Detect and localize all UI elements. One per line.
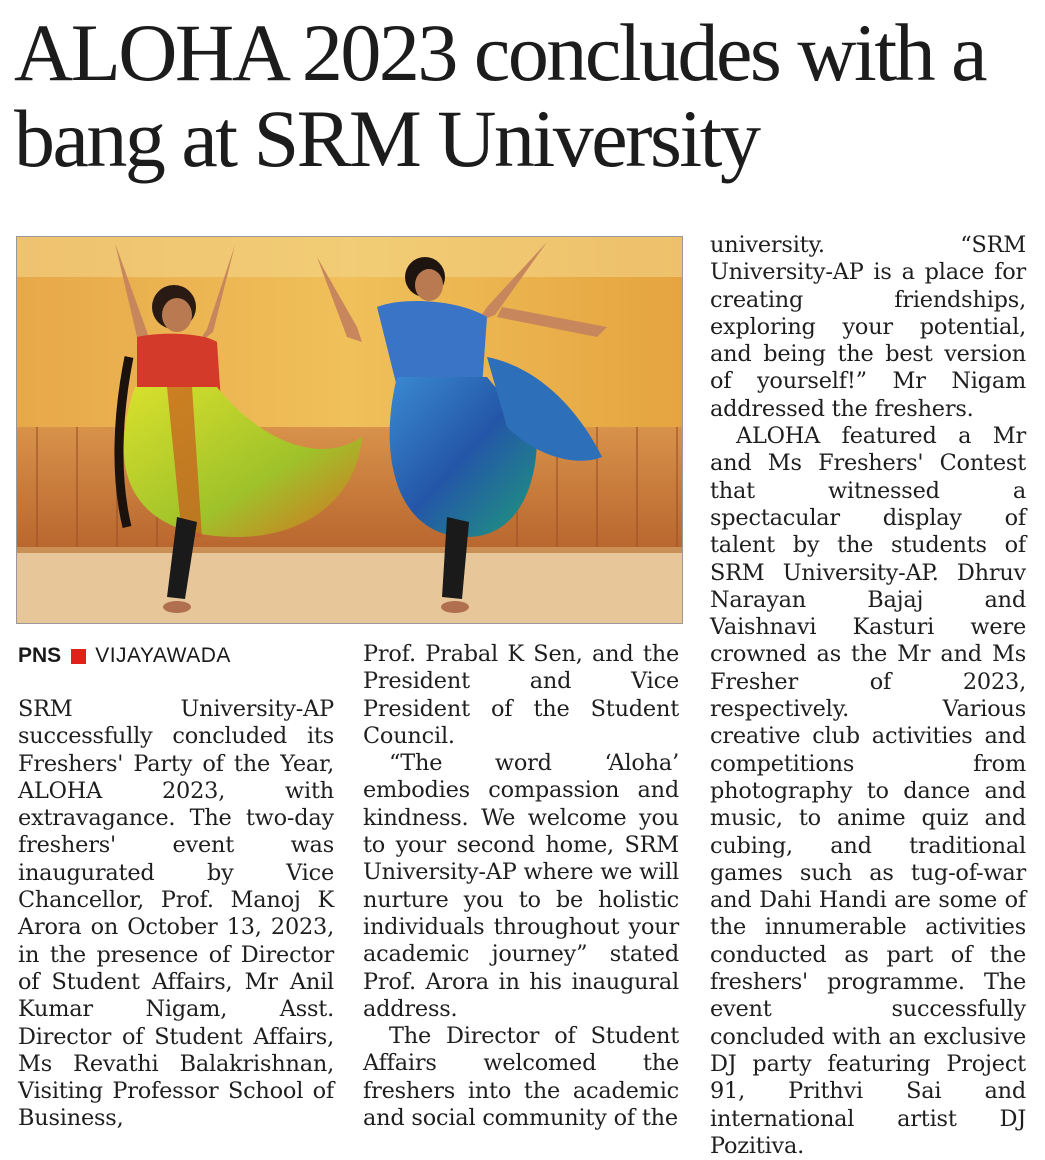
article-column-1 — [18, 696, 334, 1133]
paragraph: “The word ‘Aloha’ embodies compassion and kindness. We welcome you to your second home, SRM University-AP where we will nurture you to be holistic individuals throughout your academic journey” stated Prof. Arora in his inaugural address. — [363, 750, 679, 1022]
article-column-2 — [363, 641, 679, 1132]
dancers-photo — [16, 236, 683, 624]
dancers-photo-icon — [17, 237, 682, 623]
red-square-icon — [71, 649, 86, 664]
paragraph: SRM University-AP successfully concluded its Freshers' Party of the Year, ALOHA 2023, with extravagance. The two-day freshers' event was inaugurated by Vice Chancellor, Prof. Manoj K Arora on October 13, 2023, in the presence of Director of Student Affairs, Mr Anil Kumar Nigam, Asst. Director of Student Affairs, Ms Revathi Balakrishnan, Visiting Professor School of Business, — [18, 696, 334, 1132]
paragraph: The Director of Student Affairs welcomed the freshers into the academic and social community of the — [363, 1023, 679, 1132]
article-column-3 — [710, 232, 1026, 1160]
byline-agency: PNS — [18, 644, 62, 667]
byline — [18, 642, 231, 670]
paragraph: ALOHA featured a Mr and Ms Freshers' Contest that witnessed a spectacular display of talent by the students of SRM University-AP. Dhruv Narayan Bajaj and Vaishnavi Kasturi were crowned as the Mr and Ms Fresher of 2023, respectively. Various creative club activities and competitions from photography to dance and music, to anime quiz and cubing, and traditional games such as tug-of-war and Dahi Handi are some of the innumerable activities conducted as part of the freshers' programme. The event successfully concluded with an exclusive DJ party featuring Project 91, Prithvi Sai and international artist DJ Pozitiva. — [710, 423, 1026, 1159]
paragraph: Prof. Prabal K Sen, and the President and Vice President of the Student Council. — [363, 641, 679, 749]
byline-city: VIJAYAWADA — [95, 644, 231, 667]
paragraph: university. “SRM University-AP is a place for creating friendships, exploring your potential, and being the best version of yourself!” Mr Nigam addressed the freshers. — [710, 232, 1026, 422]
headline: ALOHA 2023 concludes with a bang at SRM University — [14, 7, 985, 184]
